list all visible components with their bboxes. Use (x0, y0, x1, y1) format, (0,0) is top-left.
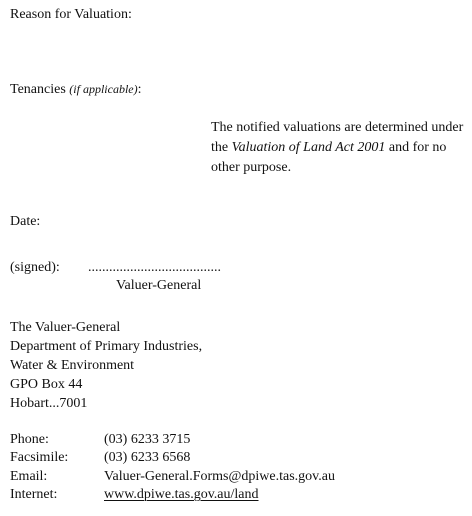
fax-label: Facsimile: (10, 450, 69, 465)
signed-label: (signed): (10, 260, 60, 275)
act-name: Valuation of Land Act 2001 (231, 140, 386, 155)
notice-text-start: The notified valuations are determined under the (211, 120, 464, 155)
tenancies-label (10, 80, 142, 99)
website-link[interactable]: www.dpiwe.tas.gov.au/land (104, 487, 259, 502)
internet-label: Internet: (10, 487, 58, 502)
signature-line: ...................................... (88, 260, 221, 275)
email-label: Email: (10, 469, 48, 484)
fax-number: (03) 6233 6568 (104, 450, 191, 465)
address-line: The Valuer-General (10, 320, 121, 335)
tenancies-label-text: Tenancies (10, 82, 66, 97)
notice-text-end: and for no other purpose. (211, 140, 447, 175)
phone-number: (03) 6233 3715 (104, 432, 191, 447)
tenancies-applicable-note: (if applicable) (69, 82, 138, 96)
address-line: Hobart...7001 (10, 396, 88, 411)
address-line: Department of Primary Industries, (10, 339, 203, 354)
postal-address (10, 318, 202, 413)
reason-for-valuation-label: Reason for Valuation: (10, 7, 132, 22)
email-address: Valuer-General.Forms@dpiwe.tas.gov.au (104, 469, 335, 484)
address-line: GPO Box 44 (10, 377, 83, 392)
signatory-title: Valuer-General (116, 278, 202, 293)
tenancies-colon: : (137, 82, 142, 97)
valuation-notice (211, 118, 466, 178)
phone-label: Phone: (10, 432, 49, 447)
date-label: Date: (10, 214, 41, 229)
address-line: Water & Environment (10, 358, 135, 373)
